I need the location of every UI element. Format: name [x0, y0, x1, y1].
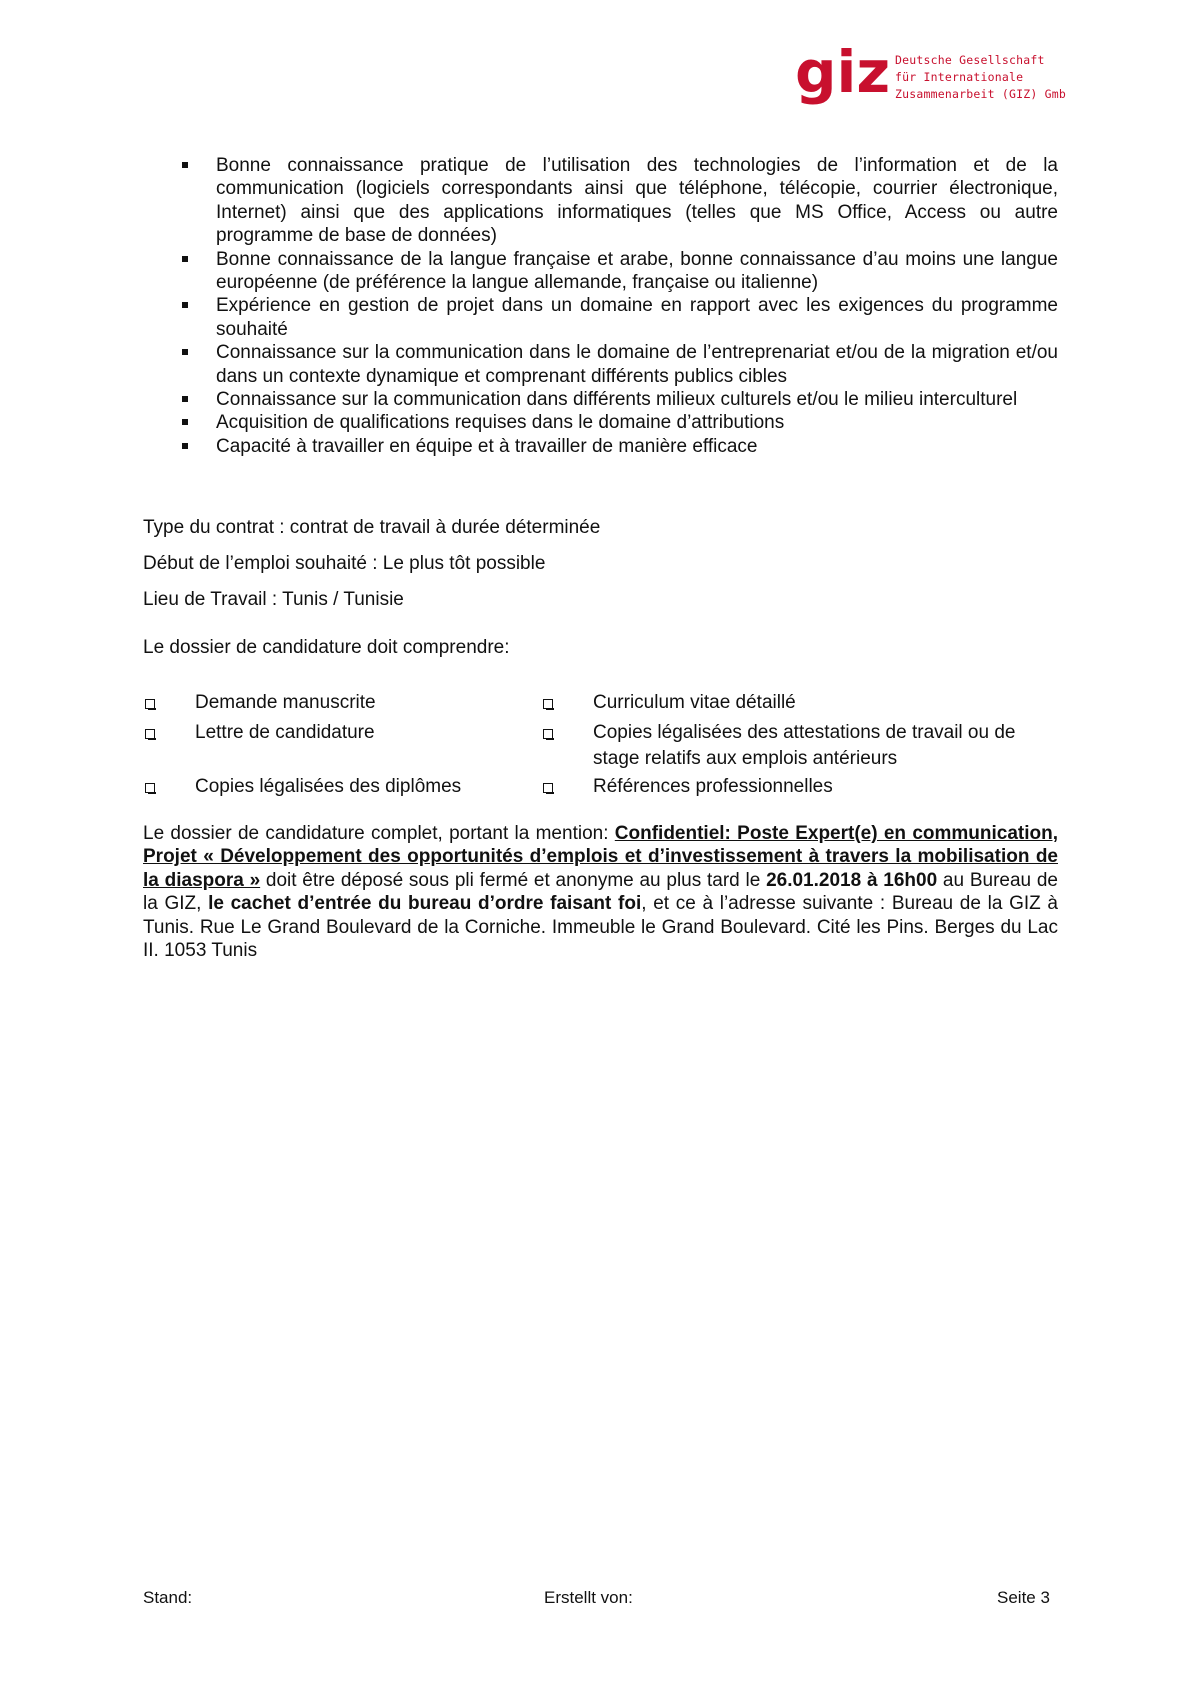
checkbox-icon: [543, 729, 553, 739]
submission-mention: Confidentiel: Poste Expert(e) en communication, Projet « Développement des opportunités d’emplois et d’investissement à travers la mobilisation de la diaspora »: [143, 823, 1058, 891]
submission-address: , et ce à l’adresse suivante : Bureau de la GIZ à Tunis. Rue Le Grand Boulevard de la Corniche. Immeuble le Grand Boulevard. Cité les Pins. Berges du Lac II. 1053 Tunis: [143, 893, 1058, 962]
checkbox-icon: [145, 699, 155, 709]
logo-line-2: für Internationale: [895, 70, 1024, 84]
footer-erstellt: Erstellt von:: [544, 1588, 633, 1607]
submission-intro: Le dossier de candidature complet, portant la mention:: [143, 823, 615, 844]
giz-logo-text: [895, 52, 1066, 103]
square-bullet-icon: [182, 162, 188, 168]
contract-start: Début de l’emploi souhaité : Le plus tôt possible: [143, 553, 546, 574]
submission-stamp: le cachet d’entrée du bureau d’ordre faisant foi: [208, 893, 642, 915]
checklist-label: Curriculum vitae détaillé: [593, 692, 796, 713]
square-bullet-icon: [182, 396, 188, 402]
requirement-text: Connaissance sur la communication dans le domaine de l’entreprenariat et/ou de la migration et/ou dans un contexte dynamique et comprenant différents publics cibles: [216, 342, 1058, 387]
requirement-text: Connaissance sur la communication dans différents milieux culturels et/ou le milieu interculturel: [216, 389, 1018, 411]
contract-type: Type du contrat : contrat de travail à durée déterminée: [143, 517, 601, 538]
square-bullet-icon: [182, 349, 188, 355]
requirement-text: Bonne connaissance pratique de l’utilisation des technologies de l’information et de la communication (logiciels correspondants ainsi que téléphone, télécopie, courrier électronique, Internet) ainsi que des applications informatiques (telles que MS Office, Access ou autre programme de base de données): [216, 155, 1058, 247]
giz-logo-mark: [795, 42, 891, 114]
requirement-item: [178, 154, 1058, 248]
checkbox-icon: [145, 729, 155, 739]
checkbox-icon: [145, 783, 155, 793]
square-bullet-icon: [182, 419, 188, 425]
requirement-item: [178, 411, 1058, 434]
submission-middle-2: au Bureau de la GIZ,: [143, 869, 1058, 915]
submission-deadline: 26.01.2018 à 16h00: [766, 869, 938, 891]
submission-paragraph: [143, 822, 1058, 962]
square-bullet-icon: [182, 256, 188, 262]
requirements-list: [178, 154, 1058, 458]
giz-logo-wordmark: giz: [795, 42, 891, 106]
submission-middle: doit être déposé sous pli fermé et anonyme au plus tard le: [260, 869, 767, 891]
requirement-text: Bonne connaissance de la langue française et arabe, bonne connaissance d’au moins une langue européenne (de préférence la langue allemande, française ou italienne): [216, 248, 1058, 294]
checklist-label: Lettre de candidature: [195, 722, 375, 743]
logo-line-3: Zusammenarbeit (GIZ) Gmb: [895, 87, 1066, 101]
checkbox-icon: [543, 783, 553, 793]
checklist-label: Copies légalisées des attestations de travail ou de stage relatifs aux emplois antérieurs: [593, 722, 1016, 769]
square-bullet-icon: [182, 302, 188, 308]
requirement-item: [178, 435, 1058, 458]
dossier-intro: Le dossier de candidature doit comprendre:: [143, 637, 510, 658]
giz-logo: [795, 42, 1065, 122]
requirement-text: Expérience en gestion de projet dans un domaine en rapport avec les exigences du programme souhaité: [216, 295, 1058, 340]
checklist-label: Copies légalisées des diplômes: [195, 776, 462, 797]
requirement-text: Acquisition de qualifications requises dans le domaine d’attributions: [216, 412, 785, 434]
requirement-item: [178, 388, 1058, 411]
square-bullet-icon: [182, 443, 188, 449]
requirement-item: [178, 341, 1058, 388]
checklist-label: Références professionnelles: [593, 776, 833, 797]
checklist-label: Demande manuscrite: [195, 692, 376, 713]
footer-stand: Stand:: [143, 1588, 193, 1607]
footer-page-number: Seite 3: [997, 1588, 1050, 1607]
checkbox-icon: [543, 699, 553, 709]
logo-line-1: Deutsche Gesellschaft: [895, 53, 1045, 67]
work-location: Lieu de Travail : Tunis / Tunisie: [143, 589, 404, 610]
requirement-item: [178, 294, 1058, 341]
requirement-item: [178, 248, 1058, 295]
requirement-text: Capacité à travailler en équipe et à travailler de manière efficace: [216, 435, 758, 457]
